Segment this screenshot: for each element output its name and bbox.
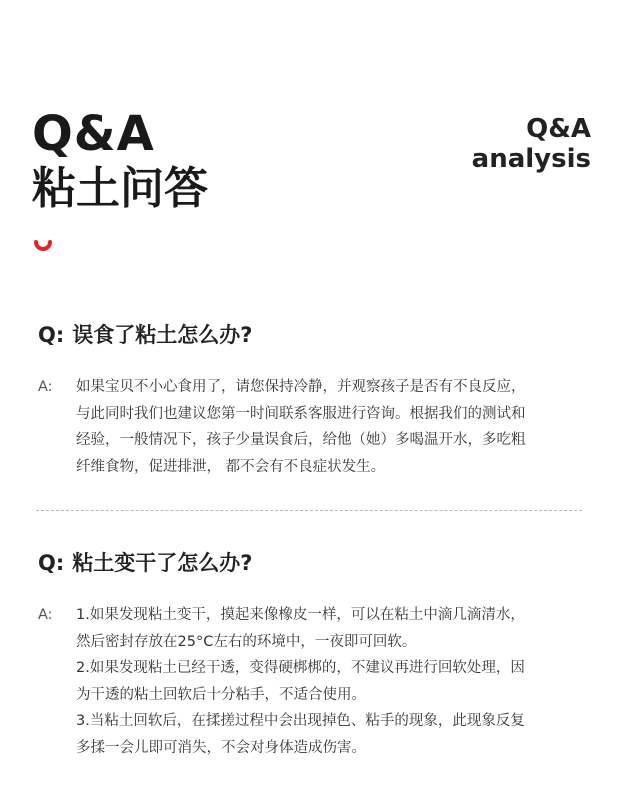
answer-line: 纤维食物，促进排泄， 都不会有不良症状发生。 bbox=[76, 458, 386, 475]
page-title-cn: 粘土问答 bbox=[32, 163, 208, 214]
answer-line: 2.如果发现粘土已经干透，变得硬梆梆的，不建议再进行回软处理，因 bbox=[76, 660, 525, 676]
qa-item-1 bbox=[38, 320, 586, 480]
question-prefix: Q: bbox=[38, 551, 65, 575]
answer-text bbox=[76, 374, 586, 480]
side-title bbox=[472, 114, 591, 174]
answer-1 bbox=[38, 374, 586, 480]
answer-line: 1.如果发现粘土变干，摸起来像橡皮一样，可以在粘土中滴几滴清水， bbox=[76, 607, 525, 623]
answer-line: 经验，一般情况下，孩子少量误食后，给他（她）多喝温开水，多吃粗 bbox=[76, 432, 526, 448]
answer-prefix: A: bbox=[38, 607, 53, 623]
answer-line: 与此同时我们也建议您第一时间联系客服进行咨询。根据我们的测试和 bbox=[76, 405, 526, 422]
answer-line: 然后密封存放在25°C左右的环境中，一夜即可回软。 bbox=[76, 633, 417, 650]
page-title-en: Q&A bbox=[32, 106, 155, 162]
red-arc-icon bbox=[34, 236, 52, 254]
question-1 bbox=[38, 320, 586, 350]
question-prefix: Q: bbox=[38, 323, 65, 347]
answer-line: 多揉一会儿即可消失，不会对身体造成伤害。 bbox=[76, 739, 366, 756]
dashed-divider bbox=[36, 510, 582, 511]
side-title-line1: Q&A bbox=[526, 114, 591, 144]
qa-item-2 bbox=[38, 548, 586, 761]
question-text: 粘土变干了怎么办? bbox=[72, 551, 253, 575]
question-text: 误食了粘土怎么办? bbox=[72, 323, 253, 347]
side-title-line2: analysis bbox=[471, 144, 591, 174]
answer-prefix: A: bbox=[38, 379, 53, 395]
answer-line: 3.当粘土回软后，在揉搓过程中会出现掉色、粘手的现象，此现象反复 bbox=[76, 713, 525, 729]
answer-line: 如果宝贝不小心食用了，请您保持冷静，并观察孩子是否有不良反应， bbox=[76, 379, 526, 395]
question-2 bbox=[38, 548, 586, 578]
answer-text bbox=[76, 602, 586, 761]
answer-line: 为干透的粘土回软后十分粘手，不适合使用。 bbox=[76, 686, 366, 703]
answer-2 bbox=[38, 602, 586, 761]
